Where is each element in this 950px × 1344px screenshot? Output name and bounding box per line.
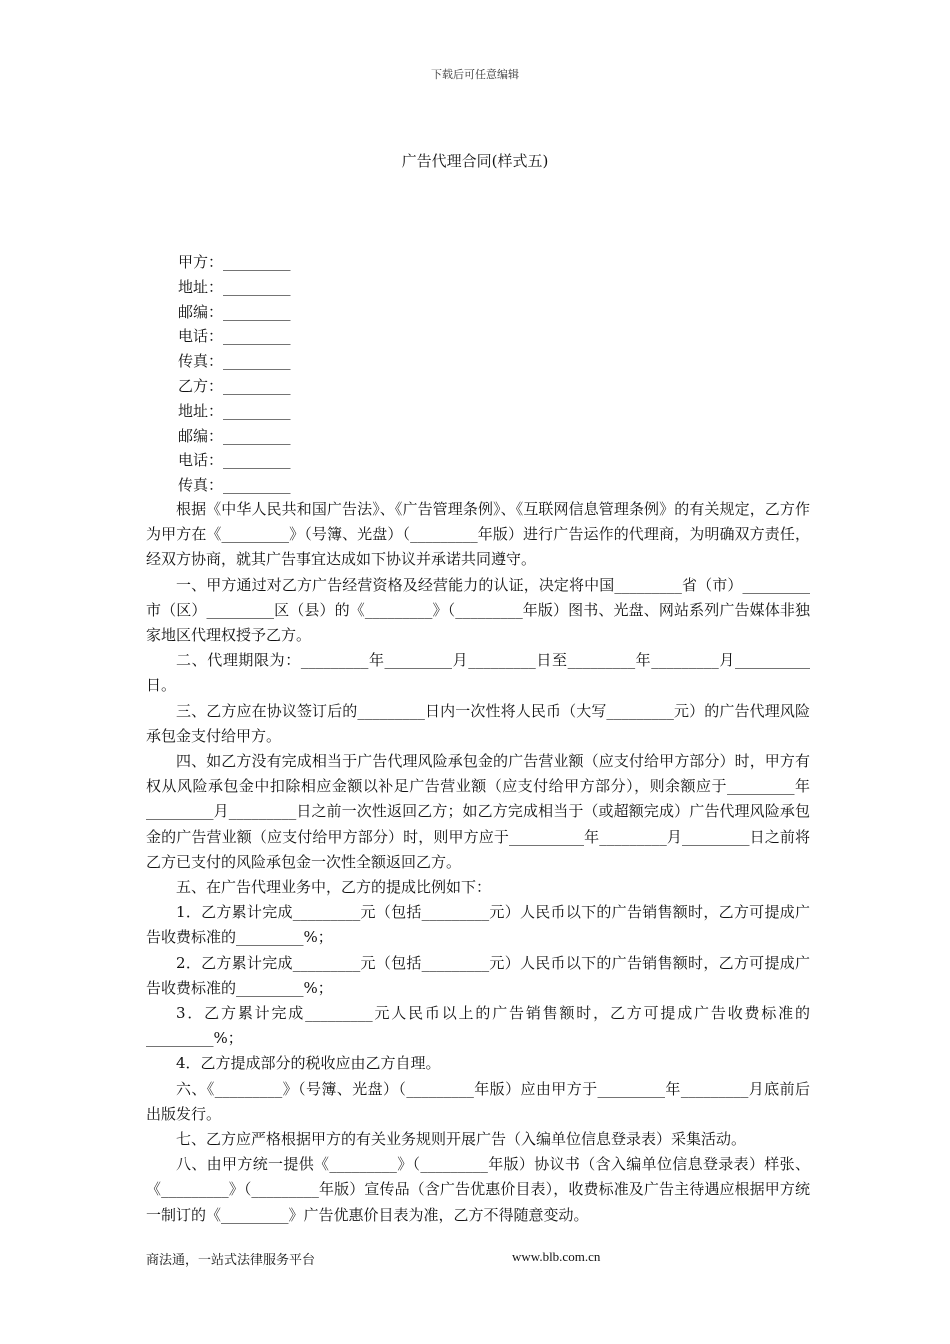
- clause-5-item-4: 4．乙方提成部分的税收应由乙方自理。: [176, 1054, 441, 1073]
- footer-brand: 商法通，一站式法律服务平台: [146, 1253, 316, 1268]
- document-title: 广告代理合同(样式五): [401, 152, 549, 170]
- contract-body: [146, 497, 810, 1228]
- party-a-address: 地址：_________: [178, 277, 291, 296]
- clause-4: 四、如乙方没有完成相当于广告代理风险承包金的广告营业额（应支付给甲方部分）时，甲方有权从风险承包金中扣除相应金额以补足广告营业额（应支付给甲方部分），则余额应于_________年_________月_________日之前一次性返回乙方；如乙方完成相当于（或超额完成）广告代理风险承包金的广告营业额（应支付给甲方部分）时，则甲方应于__________年_________月_________日之前将乙方已支付的风险承包金一次性全额返回乙方。: [146, 752, 810, 871]
- party-a-fax: 传真：_________: [178, 352, 291, 371]
- clause-5-item-1: 1．乙方累计完成_________元（包括_________元）人民币以下的广告销售额时，乙方可提成广告收费标准的_________%；: [146, 903, 810, 947]
- clause-5-item-3: 3．乙方累计完成_________元人民币以上的广告销售额时，乙方可提成广告收费标准的_________%；: [146, 1004, 810, 1048]
- clause-3: 三、乙方应在协议签订后的_________日内一次性将人民币（大写_________元）的广告代理风险承包金支付给甲方。: [146, 701, 810, 745]
- preamble-paragraph: 根据《中华人民共和国广告法》、《广告管理条例》、《互联网信息管理条例》的有关规定，乙方作为甲方在《_________》（号簿、光盘）（_________年版）进行广告运作的代理商，为明确双方责任，经双方协商，就其广告事宜达成如下协议并承诺共同遵守。: [146, 500, 810, 569]
- party-info-block: [178, 250, 291, 498]
- party-b-phone: 电话：_________: [178, 451, 291, 470]
- footer-url[interactable]: www.blb.com.cn: [512, 1249, 601, 1264]
- party-a-phone: 电话：_________: [178, 327, 291, 346]
- party-a-name: 甲方：_________: [178, 253, 291, 271]
- party-b-name: 乙方：_________: [178, 376, 291, 395]
- clause-1: 一、甲方通过对乙方广告经营资格及经营能力的认证，决定将中国_________省（市）_________市（区）_________区（县）的《_________》（_________年版）图书、光盘、网站系列广告媒体非独家地区代理权授予乙方。: [146, 575, 810, 645]
- party-a-postcode: 邮编：_________: [178, 302, 291, 321]
- party-b-postcode: 邮编：_________: [178, 426, 291, 445]
- clause-5-item-2: 2．乙方累计完成_________元（包括_________元）人民币以下的广告销售额时，乙方可提成广告收费标准的_________%；: [146, 953, 810, 997]
- clause-7: 七、乙方应严格根据甲方的有关业务规则开展广告（入编单位信息登录表）采集活动。: [176, 1130, 747, 1149]
- clause-5: 五、在广告代理业务中，乙方的提成比例如下：: [176, 878, 492, 897]
- clause-2: 二、代理期限为：_________年_________月_________日至_________年_________月__________日。: [146, 651, 810, 695]
- clause-6: 六、《_________》（号簿、光盘）（_________年版）应由甲方于_________年_________月底前后出版发行。: [146, 1079, 810, 1123]
- party-b-address: 地址：_________: [178, 401, 291, 420]
- header-note: 下载后可任意编辑: [431, 68, 519, 81]
- party-b-fax: 传真：_________: [178, 476, 291, 495]
- clause-8: 八、由甲方统一提供《_________》（_________年版）协议书（含入编单位信息登录表）样张、《_________》（_________年版）宣传品（含广告优惠价目表），收费标准及广告主待遇应根据甲方统一制订的《_________》广告优惠价目表为准，乙方不得随意变动。: [146, 1155, 810, 1224]
